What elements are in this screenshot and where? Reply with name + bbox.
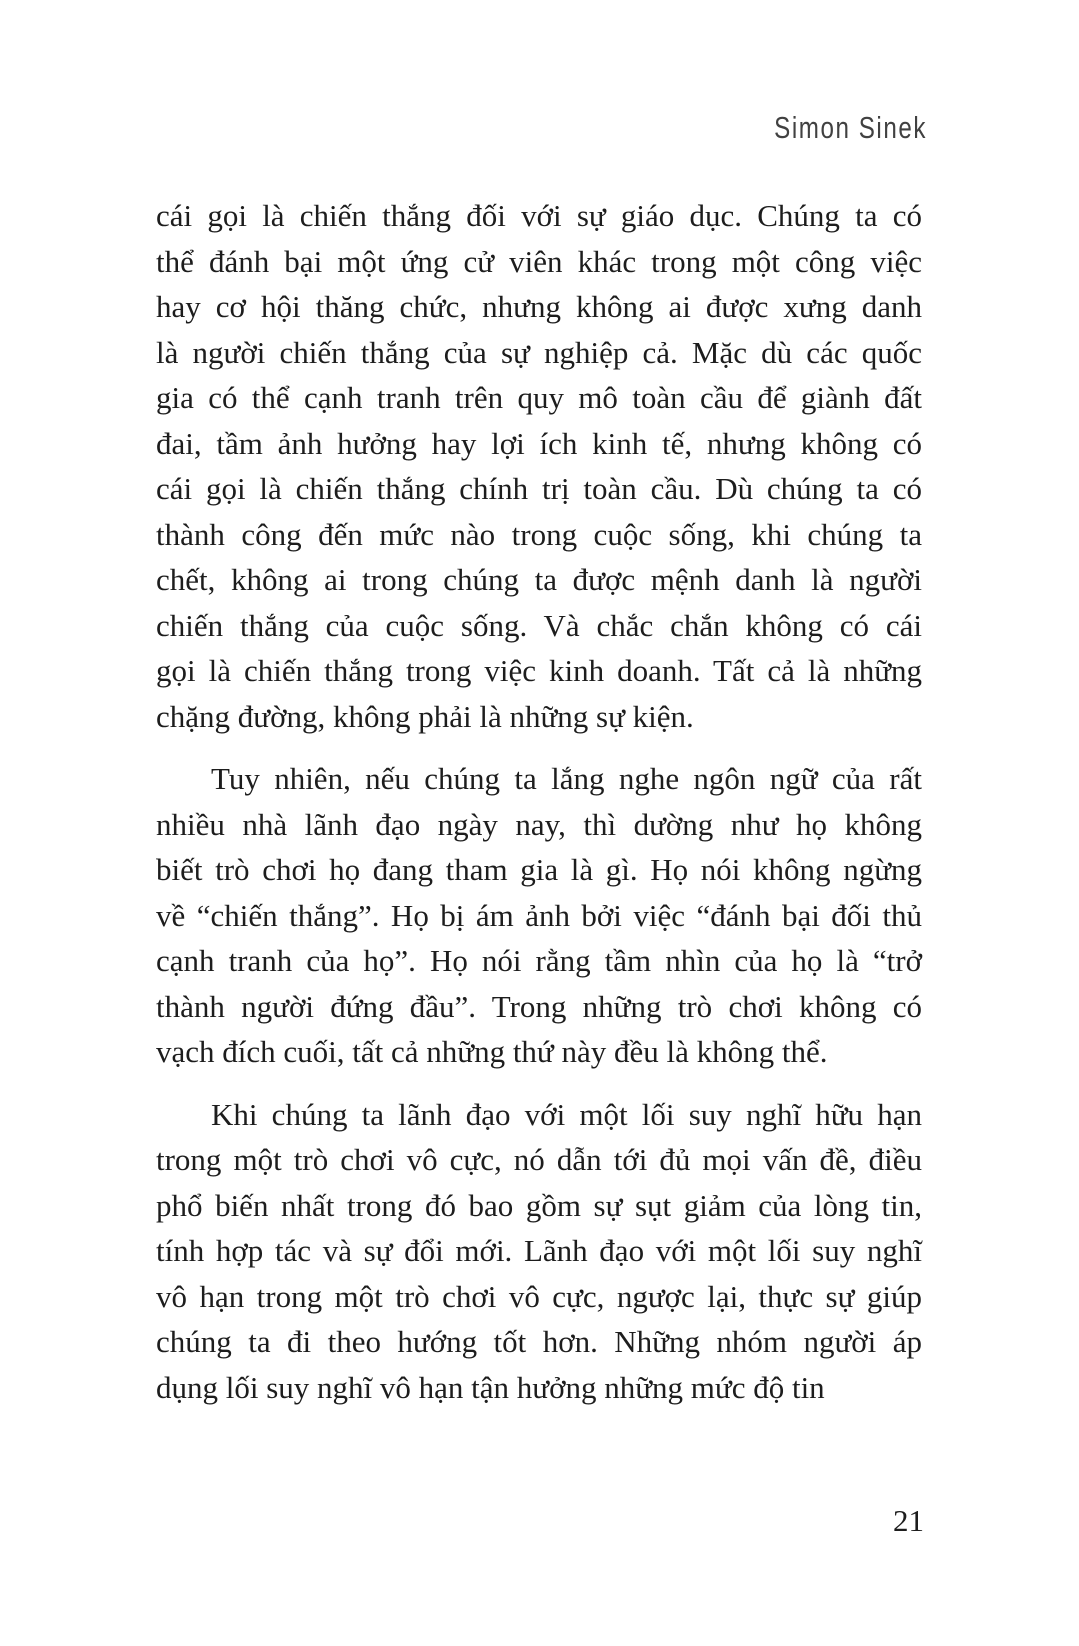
text-line: cái gọi là chiến thắng đối với sự giáo dục. Chúng ta có <box>156 198 922 233</box>
text-block <box>156 193 922 1410</box>
text-line: Khi chúng ta lãnh đạo với một lối suy nghĩ hữu hạn <box>211 1096 922 1132</box>
text-line: vô hạn trong một trò chơi vô cực, ngược lại, thực sự giúp <box>156 1278 922 1314</box>
text-line: tính hợp tác và sự đổi mới. Lãnh đạo với một lối suy nghĩ <box>156 1233 922 1268</box>
text-line: chúng ta đi theo hướng tốt hơn. Những nhóm người áp <box>156 1324 922 1359</box>
paragraph <box>156 1092 922 1411</box>
text-line: về “chiến thắng”. Họ bị ám ảnh bởi việc “đánh bại đối thủ <box>156 897 922 933</box>
text-line: hay cơ hội thăng chức, nhưng không ai được xưng danh <box>156 289 922 324</box>
text-line: đai, tầm ảnh hưởng hay lợi ích kinh tế, nhưng không có <box>156 425 922 461</box>
text-line: chặng đường, không phải là những sự kiện. <box>156 698 694 734</box>
text-line: trong một trò chơi vô cực, nó dẫn tới đủ mọi vấn đề, điều <box>156 1142 922 1177</box>
text-line: thành người đứng đầu”. Trong những trò chơi không có <box>156 988 922 1024</box>
text-line: gọi là chiến thắng trong việc kinh doanh. Tất cả là những <box>156 653 922 688</box>
text-line: cái gọi là chiến thắng chính trị toàn cầu. Dù chúng ta có <box>156 471 922 506</box>
text-line: phổ biến nhất trong đó bao gồm sự sụt giảm của lòng tin, <box>156 1187 922 1223</box>
paragraph <box>156 756 922 1075</box>
text-line: cạnh tranh của họ”. Họ nói rằng tầm nhìn của họ là “trở <box>156 943 922 978</box>
text-line: dụng lối suy nghĩ vô hạn tận hưởng những mức độ tin <box>156 1369 825 1405</box>
paragraph <box>156 193 922 739</box>
running-header-text: Simon Sinek <box>774 110 927 145</box>
text-line: gia có thể cạnh tranh trên quy mô toàn cầu để giành đất <box>156 380 922 415</box>
text-line: vạch đích cuối, tất cả những thứ này đều là không thể. <box>156 1034 828 1069</box>
text-line: Tuy nhiên, nếu chúng ta lắng nghe ngôn ngữ của rất <box>211 761 922 796</box>
running-header <box>731 110 927 146</box>
text-line: chiến thắng của cuộc sống. Và chắc chắn không có cái <box>156 607 922 643</box>
page-number: 21 <box>893 1503 924 1538</box>
text-line: nhiều nhà lãnh đạo ngày nay, thì dường như họ không <box>156 806 922 842</box>
text-line: thành công đến mức nào trong cuộc sống, khi chúng ta <box>156 516 922 552</box>
text-line: là người chiến thắng của sự nghiệp cả. Mặc dù các quốc <box>156 334 922 370</box>
text-line: thể đánh bại một ứng cử viên khác trong một công việc <box>156 243 922 279</box>
text-line: biết trò chơi họ đang tham gia là gì. Họ nói không ngừng <box>156 852 922 887</box>
text-line: chết, không ai trong chúng ta được mệnh danh là người <box>156 562 922 597</box>
